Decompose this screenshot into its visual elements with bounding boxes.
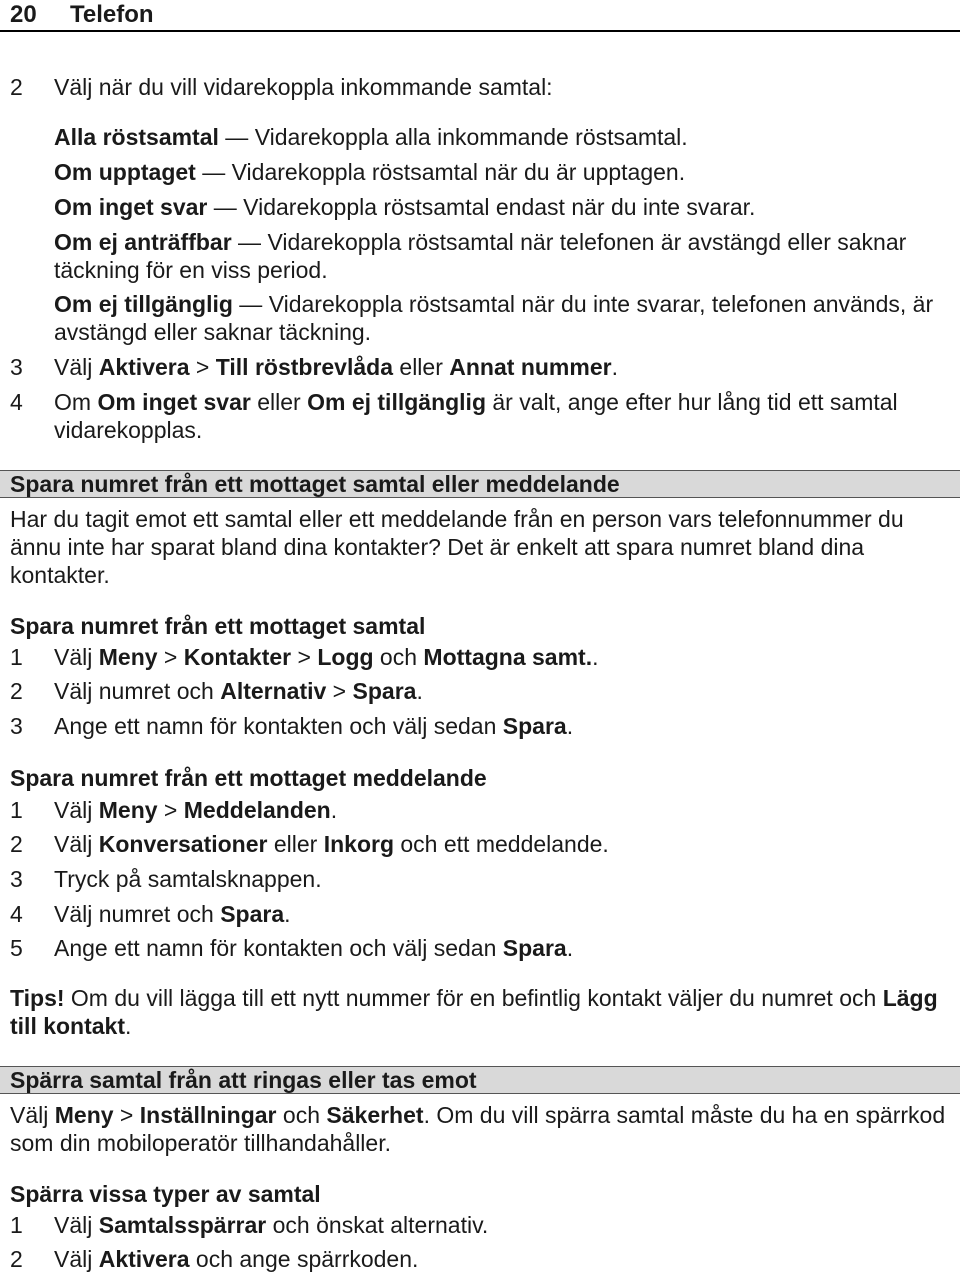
text-run: är valt, ange efter hur lång tid ett samtal vidarekopplas. bbox=[54, 389, 898, 443]
subsection-heading: Spara numret från ett mottaget meddelande bbox=[10, 765, 487, 791]
section-heading bbox=[0, 470, 960, 498]
tip-note bbox=[10, 984, 955, 1040]
text-run: Välj bbox=[54, 831, 99, 857]
text-run: eller bbox=[267, 831, 324, 857]
text-run: . bbox=[592, 644, 599, 670]
text-run: Om bbox=[54, 389, 98, 415]
ui-term: Säkerhet bbox=[326, 1102, 424, 1128]
ui-term: Mottagna samt. bbox=[423, 644, 593, 670]
step-text: Välj när du vill vidarekoppla inkommande samtal: bbox=[54, 74, 553, 100]
ui-term: Spara bbox=[502, 713, 567, 739]
option-separator: — bbox=[207, 194, 244, 220]
text-run: > bbox=[113, 1102, 140, 1128]
step-text bbox=[54, 830, 950, 858]
step-number: 2 bbox=[10, 831, 23, 857]
ui-term: Aktivera bbox=[98, 354, 190, 380]
option-separator: — bbox=[231, 229, 268, 255]
ui-term: Kontakter bbox=[183, 644, 292, 670]
text-run: . Om du vill spärra samtal måste du ha en spärrkod som din mobiloperatör tillhandahåller. bbox=[10, 1102, 946, 1156]
option-term: Om ej tillgänglig bbox=[54, 291, 233, 317]
ui-term: Meny bbox=[98, 797, 158, 823]
option-term: Om ej anträffbar bbox=[54, 229, 232, 255]
text-run: Välj bbox=[54, 644, 99, 670]
step-text bbox=[54, 353, 950, 381]
ui-term: Samtalsspärrar bbox=[98, 1212, 267, 1238]
ui-term: Meddelanden bbox=[183, 797, 331, 823]
option-desc: Vidarekoppla röstsamtal när du inte svarar, telefonen används, är avstängd eller saknar täckning. bbox=[54, 291, 934, 345]
text-run: > bbox=[326, 678, 353, 704]
option-item bbox=[54, 158, 934, 186]
text-run: eller bbox=[393, 354, 450, 380]
step-text bbox=[54, 677, 950, 705]
ui-term: Meny bbox=[54, 1102, 114, 1128]
step-number: 3 bbox=[10, 866, 23, 892]
step-text bbox=[54, 1245, 950, 1273]
text-run: . bbox=[125, 1013, 132, 1039]
option-desc: Vidarekoppla alla inkommande röstsamtal. bbox=[254, 124, 688, 150]
option-item bbox=[54, 123, 934, 151]
text-run: . bbox=[330, 797, 338, 823]
text-run: Välj numret och bbox=[54, 678, 221, 704]
ui-term: Inställningar bbox=[139, 1102, 277, 1128]
text-run: Välj numret och bbox=[54, 901, 221, 927]
step-number: 1 bbox=[10, 797, 23, 823]
option-separator: — bbox=[195, 159, 232, 185]
ui-term: Om inget svar bbox=[97, 389, 251, 415]
section-heading bbox=[0, 1066, 960, 1094]
text-run: Ange ett namn för kontakten och välj sedan bbox=[54, 713, 503, 739]
text-run: och ange spärrkoden. bbox=[189, 1246, 419, 1272]
text-run: Ange ett namn för kontakten och välj sedan bbox=[54, 935, 503, 961]
step-text bbox=[54, 900, 950, 928]
text-run: . bbox=[611, 354, 618, 380]
step-number: 3 bbox=[10, 354, 23, 380]
text-run: och ett meddelande. bbox=[394, 831, 609, 857]
subsection-heading: Spara numret från ett mottaget samtal bbox=[10, 613, 426, 639]
ui-term: Om ej tillgänglig bbox=[307, 389, 486, 415]
step-number: 5 bbox=[10, 935, 23, 961]
section-heading-text: Spara numret från ett mottaget samtal eller meddelande bbox=[10, 471, 620, 497]
option-term: Alla röstsamtal bbox=[54, 124, 219, 150]
option-item bbox=[54, 193, 934, 221]
ui-term: Spara bbox=[220, 901, 285, 927]
step-text bbox=[54, 1211, 950, 1239]
section-intro bbox=[10, 1101, 955, 1157]
step-text bbox=[54, 865, 950, 893]
text-run: Välj bbox=[54, 1246, 99, 1272]
ui-term: Aktivera bbox=[98, 1246, 190, 1272]
ui-term: Spara bbox=[352, 678, 417, 704]
option-item bbox=[54, 290, 934, 346]
ui-term: Spara bbox=[502, 935, 567, 961]
step-number: 1 bbox=[10, 644, 23, 670]
text-run: och bbox=[276, 1102, 327, 1128]
text-run: och önskat alternativ. bbox=[266, 1212, 489, 1238]
option-desc: Vidarekoppla röstsamtal när du är upptagen. bbox=[231, 159, 686, 185]
text-run: Tryck på samtalsknappen. bbox=[54, 866, 322, 892]
option-desc: Vidarekoppla röstsamtal endast när du inte svarar. bbox=[243, 194, 756, 220]
section-intro: Har du tagit emot ett samtal eller ett meddelande från en person vars telefonnummer du ännu inte har sparat bland dina kontakter? Det är enkelt att spara numret bland dina kontakter. bbox=[10, 506, 904, 588]
text-run: > bbox=[157, 644, 184, 670]
text-run: Välj bbox=[10, 1102, 55, 1128]
ui-term: Logg bbox=[317, 644, 374, 670]
step-number: 2 bbox=[10, 74, 23, 100]
option-term: Om upptaget bbox=[54, 159, 196, 185]
text-run: . bbox=[566, 713, 574, 739]
text-run: Välj bbox=[54, 354, 99, 380]
page-number: 20 bbox=[10, 1, 37, 28]
option-separator: — bbox=[232, 291, 269, 317]
step-text bbox=[54, 712, 950, 740]
step-number: 4 bbox=[10, 389, 23, 415]
option-item bbox=[54, 228, 934, 284]
ui-term: Annat nummer bbox=[449, 354, 612, 380]
text-run: > bbox=[291, 644, 318, 670]
text-run: > bbox=[157, 797, 184, 823]
step-text bbox=[54, 934, 950, 962]
text-run: och bbox=[373, 644, 424, 670]
page-title: Telefon bbox=[70, 1, 154, 28]
option-separator: — bbox=[218, 124, 255, 150]
section-heading-text: Spärra samtal från att ringas eller tas emot bbox=[10, 1067, 477, 1093]
step-text bbox=[54, 643, 950, 671]
page-header bbox=[0, 0, 960, 32]
text-run: . bbox=[566, 935, 574, 961]
text-run: . bbox=[284, 901, 291, 927]
text-run: . bbox=[416, 678, 423, 704]
option-desc: Vidarekoppla röstsamtal när telefonen är avstängd eller saknar täckning för en viss period. bbox=[54, 229, 907, 283]
ui-term: Alternativ bbox=[220, 678, 327, 704]
text-run: Välj bbox=[54, 1212, 99, 1238]
step-number: 1 bbox=[10, 1212, 23, 1238]
ui-term: Till röstbrevlåda bbox=[215, 354, 394, 380]
step-text bbox=[54, 388, 950, 444]
step-number: 4 bbox=[10, 901, 23, 927]
text-run: > bbox=[189, 354, 216, 380]
step-number: 3 bbox=[10, 713, 23, 739]
subsection-heading: Spärra vissa typer av samtal bbox=[10, 1181, 321, 1207]
ui-term: Meny bbox=[98, 644, 158, 670]
text-run: Välj bbox=[54, 797, 99, 823]
step-text bbox=[54, 796, 950, 824]
ui-term: Inkorg bbox=[323, 831, 394, 857]
step-number: 2 bbox=[10, 1246, 23, 1272]
step-number: 2 bbox=[10, 678, 23, 704]
text-run: eller bbox=[250, 389, 308, 415]
text-run: Om du vill lägga till ett nytt nummer för en befintlig kontakt väljer du numret och bbox=[64, 985, 883, 1011]
ui-term: Lägg till kontakt bbox=[10, 985, 938, 1039]
tip-label: Tips! bbox=[10, 985, 65, 1011]
ui-term: Konversationer bbox=[98, 831, 268, 857]
option-term: Om inget svar bbox=[54, 194, 208, 220]
